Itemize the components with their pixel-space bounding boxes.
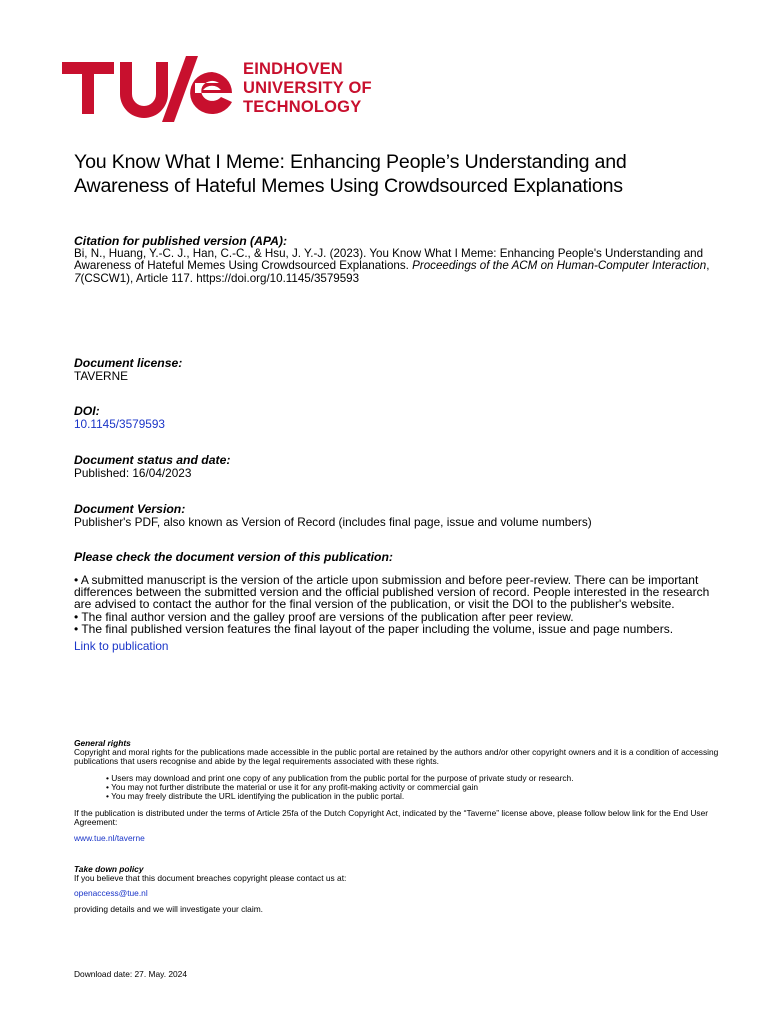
version-label: Document Version: [74, 502, 186, 516]
rights-item: • Users may download and print one copy of any publication from the public portal for the purpose of private study or research. [106, 772, 574, 783]
doi-label: DOI: [74, 404, 100, 418]
check-bullet: • A submitted manuscript is the version of the article upon submission and before peer-review. There can be important differences between the submitted version and the official published version of record. People interested in the research are advised to contact the author for the final version of the publication, or visit the DOI to the publisher's website. [74, 572, 710, 612]
university-line-3: TECHNOLOGY [243, 98, 362, 116]
version-value: Publisher's PDF, also known as Version of Record (includes final page, issue and volume numbers) [74, 514, 592, 529]
check-bullet: • The final published version features the final layout of the paper including the volume, issue and page numbers. [74, 622, 674, 637]
tue-logo [62, 56, 392, 122]
status-value: Published: 16/04/2023 [74, 465, 192, 480]
tue-logo-mark [62, 56, 234, 122]
publication-link[interactable]: Link to publication [74, 638, 169, 653]
status-label: Document status and date: [74, 453, 231, 467]
takedown-label: Take down policy [74, 864, 144, 874]
university-name [243, 60, 372, 117]
rights-text: Copyright and moral rights for the publications made accessible in the public portal are retained by the authors and/or other copyright owners and it is a condition of accessing publications that users recognise and abide by the legal requirements associated with these rights. [74, 747, 719, 767]
citation-authors: Bi, N., Huang, Y.-C. J., Han, C.-C., & Hsu, J. Y.-J. (2023). You Know What I Meme: Enhancing People's Understanding and Awareness of Hateful Memes Using Crowdsourced Explanations. [74, 246, 704, 272]
citation-section [74, 235, 724, 285]
doi-section [74, 405, 724, 430]
rights-item: • You may not further distribute the material or use it for any profit-making activity or commercial gain [106, 781, 479, 792]
takedown-text: If you believe that this document breaches copyright please contact us at: [74, 873, 347, 884]
takedown-email[interactable]: openaccess@tue.nl [74, 888, 148, 899]
check-bullet: • The final author version and the galley proof are versions of the publication after peer review. [74, 609, 574, 624]
version-section [74, 503, 724, 528]
citation-volume: 7 [74, 271, 81, 285]
doi-link[interactable]: 10.1145/3579593 [74, 416, 165, 431]
license-label: Document license: [74, 356, 183, 370]
rights-section [74, 739, 724, 843]
rights-list [74, 774, 724, 802]
citation-journal: Proceedings of the ACM on Human-Computer Interaction [412, 259, 707, 272]
taverne-text: If the publication is distributed under the terms of Article 25fa of the Dutch Copyright Act, indicated by the “Taverne” license above, please follow below link for the End User Agreement: [74, 808, 709, 828]
license-section [74, 357, 724, 382]
status-section [74, 454, 724, 479]
rights-label: General rights [74, 738, 131, 748]
university-line-1: EINDHOVEN [243, 60, 343, 78]
taverne-link[interactable]: www.tue.nl/taverne [74, 832, 145, 843]
check-section [74, 551, 724, 652]
citation-text: Bi, N., Huang, Y.-C. J., Han, C.-C., & Hsu, J. Y.-J. (2023). You Know What I Meme: Enhancing People's Understanding and Awareness of Hateful Memes Using Crowdsourced Explanations. Proceedings of the ACM on Human-Computer Interaction, 7(CSCW1), Article 117. https://doi.org/10.1145/3579593 [74, 246, 710, 285]
citation-tail: (CSCW1), Article 117. https://doi.org/10.1145/3579593 [80, 271, 360, 285]
license-value: TAVERNE [74, 368, 128, 383]
citation-label: Citation for published version (APA): [74, 234, 288, 248]
check-bullets [74, 574, 724, 636]
university-line-2: UNIVERSITY OF [243, 79, 372, 97]
rights-item: • You may freely distribute the URL identifying the publication in the public portal. [106, 791, 405, 802]
paper-title: You Know What I Meme: Enhancing People’s Understanding and Awareness of Hateful Memes Using Crowdsourced Explanations [74, 151, 627, 197]
takedown-after: providing details and we will investigate your claim. [74, 903, 263, 914]
check-label: Please check the document version of this publication: [74, 550, 393, 564]
takedown-section [74, 865, 724, 914]
download-date: Download date: 27. May. 2024 [74, 969, 187, 979]
